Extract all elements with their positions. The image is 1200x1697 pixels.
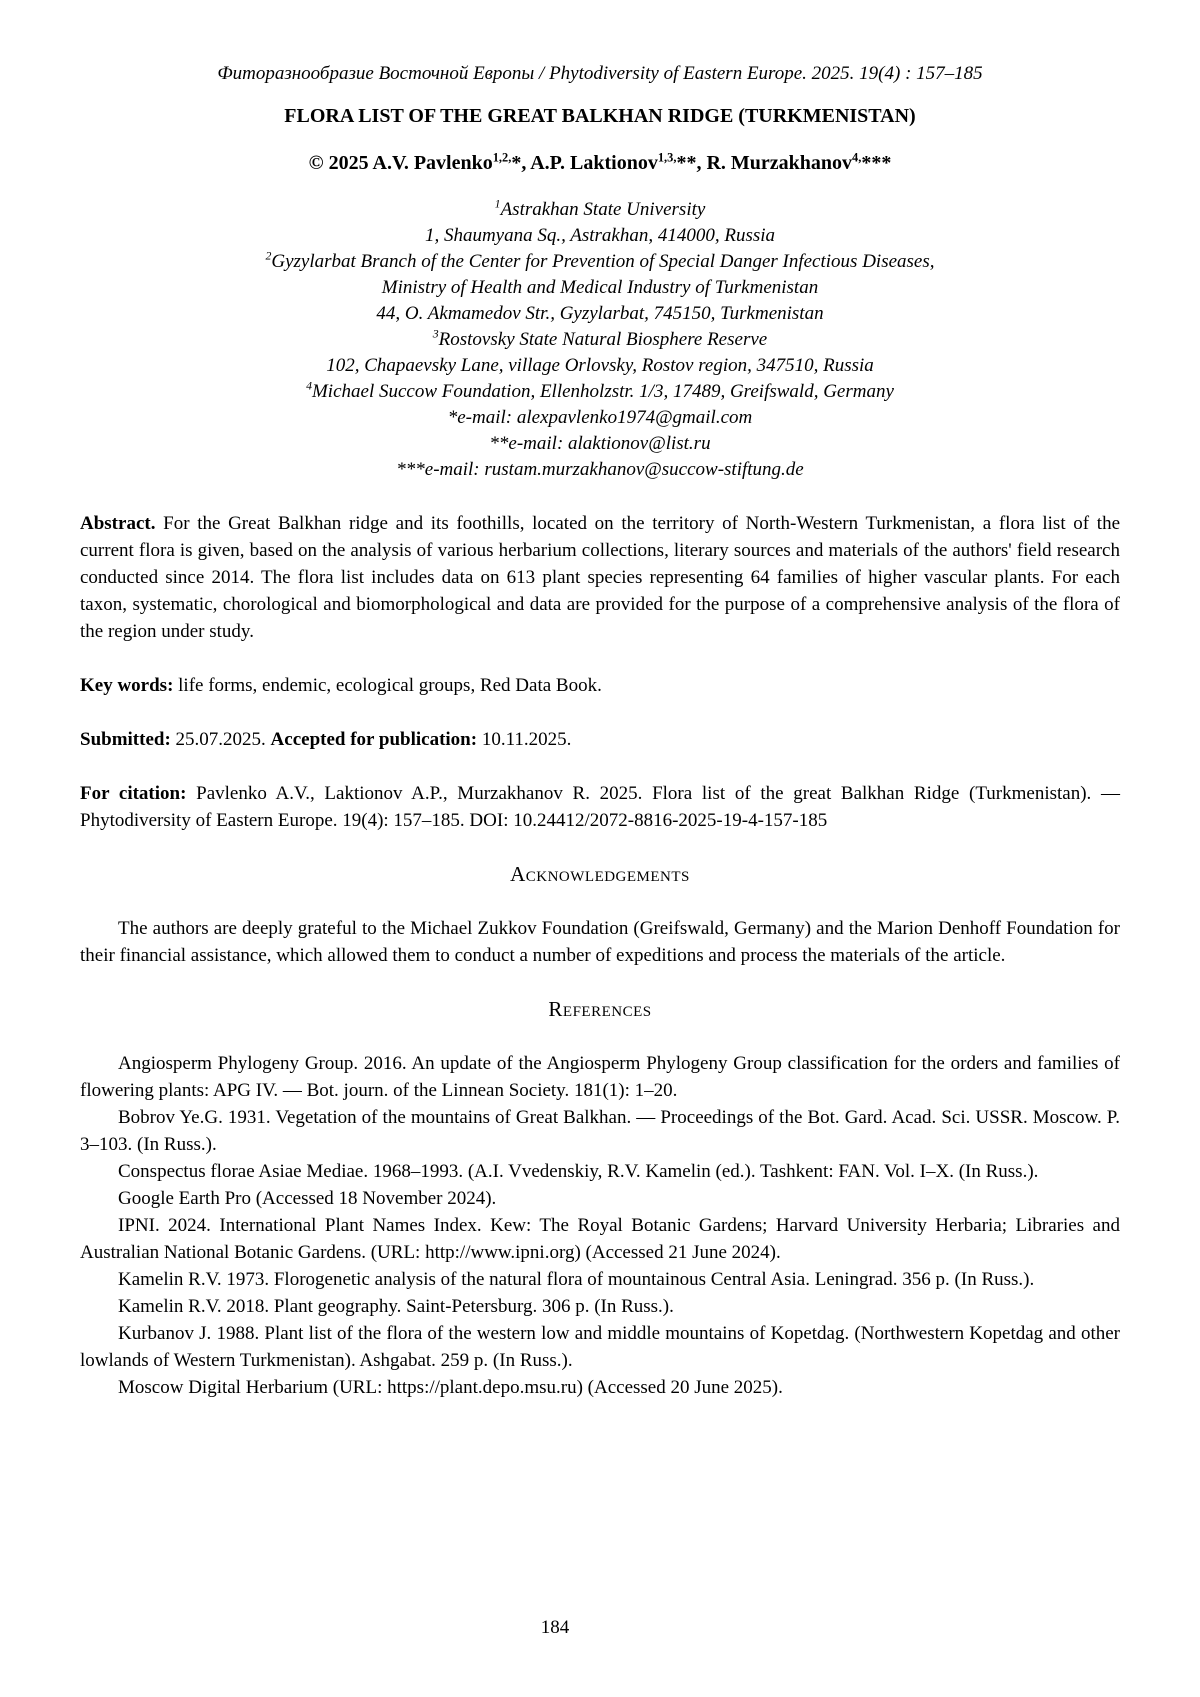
affiliation-text: Ministry of Health and Medical Industry of Turkmenistan [381, 277, 819, 298]
affiliation-superscript: 4 [306, 379, 312, 393]
affiliation-text: Astrakhan State University [500, 199, 706, 220]
byline-author-2: , A.P. Laktionov [521, 152, 658, 174]
article-title: FLORA LIST OF THE GREAT BALKHAN RIDGE (TURKMENISTAN) [284, 105, 916, 127]
references-heading: References [548, 997, 652, 1021]
reference-item: Kamelin R.V. 2018. Plant geography. Saint-Petersburg. 306 p. (In Russ.). [118, 1296, 674, 1317]
keywords-label: Key words: [80, 675, 174, 696]
email-line [80, 431, 1120, 457]
reference-item: Moscow Digital Herbarium (URL: https://plant.depo.msu.ru) (Accessed 20 June 2025). [118, 1377, 783, 1398]
email-line [80, 405, 1120, 431]
affiliation-line [80, 379, 1120, 405]
affiliation-text: 1, Shaumyana Sq., Astrakhan, 414000, Russia [424, 225, 776, 246]
keywords-paragraph [80, 672, 1120, 699]
citation-paragraph [80, 780, 1120, 834]
reference-item: Kurbanov J. 1988. Plant list of the flora of the western low and middle mountains of Kopetdag. (Northwestern Kopetdag and other lowlands of Western Turkmenistan). Ashgabat. 259 p. (In Russ.). [80, 1323, 1120, 1371]
email-text: *e-mail: alexpavlenko1974@gmail.com [447, 407, 753, 428]
byline-author-1: © 2025 A.V. Pavlenko [308, 152, 493, 174]
references-list [80, 1050, 1120, 1401]
email-text: **e-mail: alaktionov@list.ru [489, 433, 711, 454]
reference-item: Conspectus florae Asiae Mediae. 1968–1993. (A.I. Vvedenskiy, R.V. Kamelin (ed.). Tashkent: FAN. Vol. I–X. (In Russ.). [118, 1161, 1039, 1182]
affiliation-superscript: 2 [265, 249, 272, 263]
affiliation-text: 102, Chapaevsky Lane, village Orlovsky, Rostov region, 347510, Russia [326, 355, 874, 376]
affiliation-line [80, 197, 1120, 223]
affiliation-line [80, 353, 1120, 379]
affiliations-block [80, 197, 1120, 483]
author-3-superscript: 4, [852, 150, 862, 165]
accepted-date: 10.11.2025. [477, 729, 572, 750]
author-2-asterisks: ** [676, 152, 697, 174]
affiliation-line [80, 327, 1120, 353]
abstract-label: Abstract. [80, 513, 156, 534]
citation-label: For citation: [80, 783, 187, 804]
submitted-date: 25.07.2025. [170, 729, 271, 750]
affiliation-text: 44, O. Akmamedov Str., Gyzylarbat, 745150, Turkmenistan [376, 303, 824, 324]
abstract-text: For the Great Balkhan ridge and its foothills, located on the territory of North-Western Turkmenistan, a flora list of the current flora is given, based on the analysis of various herbarium collections, literary sources and materials of the authors' field research conducted since 2014. The flora list includes data on 613 plant species representing 64 families of higher vascular plants. For each taxon, systematic, chorological and biomorphological and data are provided for the purpose of a comprehensive analysis of the flora of the region under study. [80, 513, 1120, 642]
author-1-superscript: 1,2, [492, 150, 512, 165]
affiliation-line [80, 223, 1120, 249]
reference-item: Angiosperm Phylogeny Group. 2016. An update of the Angiosperm Phylogeny Group classification for the orders and families of flowering plants: APG IV. — Bot. journ. of the Linnean Society. 181(1): 1–20. [80, 1053, 1120, 1101]
affiliation-line [80, 301, 1120, 327]
acknowledgements-text: The authors are deeply grateful to the Michael Zukkov Foundation (Greifswald, Germany) and the Marion Denhoff Foundation for their financial assistance, which allowed them to conduct a number of expeditions and process the materials of the article. [80, 918, 1120, 966]
reference-item: IPNI. 2024. International Plant Names Index. Kew: The Royal Botanic Gardens; Harvard University Herbaria; Libraries and Australian National Botanic Gardens. (URL: http://www.ipni.org) (Accessed 21 June 2024). [80, 1215, 1120, 1263]
author-1-asterisks: * [511, 152, 522, 174]
byline-author-3: , R. Murzakhanov [696, 152, 853, 174]
citation-text: Pavlenko A.V., Laktionov A.P., Murzakhanov R. 2025. Flora list of the great Balkhan Ridge (Turkmenistan). — Phytodiversity of Eastern Europe. 19(4): 157–185. DOI: 10.24412/2072-8816-2025-19-4-157-185 [80, 783, 1120, 831]
affiliation-text: Michael Succow Foundation, Ellenholzstr. 1/3, 17489, Greifswald, Germany [311, 381, 894, 402]
affiliation-line [80, 275, 1120, 301]
acknowledgements-heading: Acknowledgements [510, 862, 690, 886]
submitted-label: Submitted: [80, 729, 171, 750]
reference-item: Kamelin R.V. 1973. Florogenetic analysis of the natural flora of mountainous Central Asia. Leningrad. 356 p. (In Russ.). [118, 1269, 1035, 1290]
affiliation-text: Gyzylarbat Branch of the Center for Prevention of Special Danger Infectious Diseases, [271, 251, 935, 272]
affiliation-superscript: 1 [494, 197, 501, 211]
journal-header: Фиторазнообразие Восточной Европы / Phytodiversity of Eastern Europe. 2025. 19(4) : 157–185 [217, 63, 983, 84]
email-text: ***e-mail: rustam.murzakhanov@succow-stiftung.de [396, 459, 804, 480]
keywords-text: life forms, endemic, ecological groups, Red Data Book. [173, 675, 602, 696]
dates-line [80, 726, 1120, 753]
affiliation-line [80, 249, 1120, 275]
affiliation-superscript: 3 [432, 327, 439, 341]
author-3-asterisks: *** [861, 152, 892, 174]
author-byline [80, 150, 1120, 177]
email-line [80, 457, 1120, 483]
accepted-label: Accepted for publication: [270, 729, 478, 750]
author-2-superscript: 1,3, [657, 150, 677, 165]
abstract-paragraph [80, 510, 1120, 645]
reference-item: Google Earth Pro (Accessed 18 November 2024). [118, 1188, 497, 1209]
affiliation-text: Rostovsky State Natural Biosphere Reserve [438, 329, 768, 350]
reference-item: Bobrov Ye.G. 1931. Vegetation of the mountains of Great Balkhan. — Proceedings of the Bot. Gard. Acad. Sci. USSR. Moscow. P. 3–103. (In Russ.). [80, 1107, 1120, 1155]
page-number: 184 [540, 1617, 570, 1638]
